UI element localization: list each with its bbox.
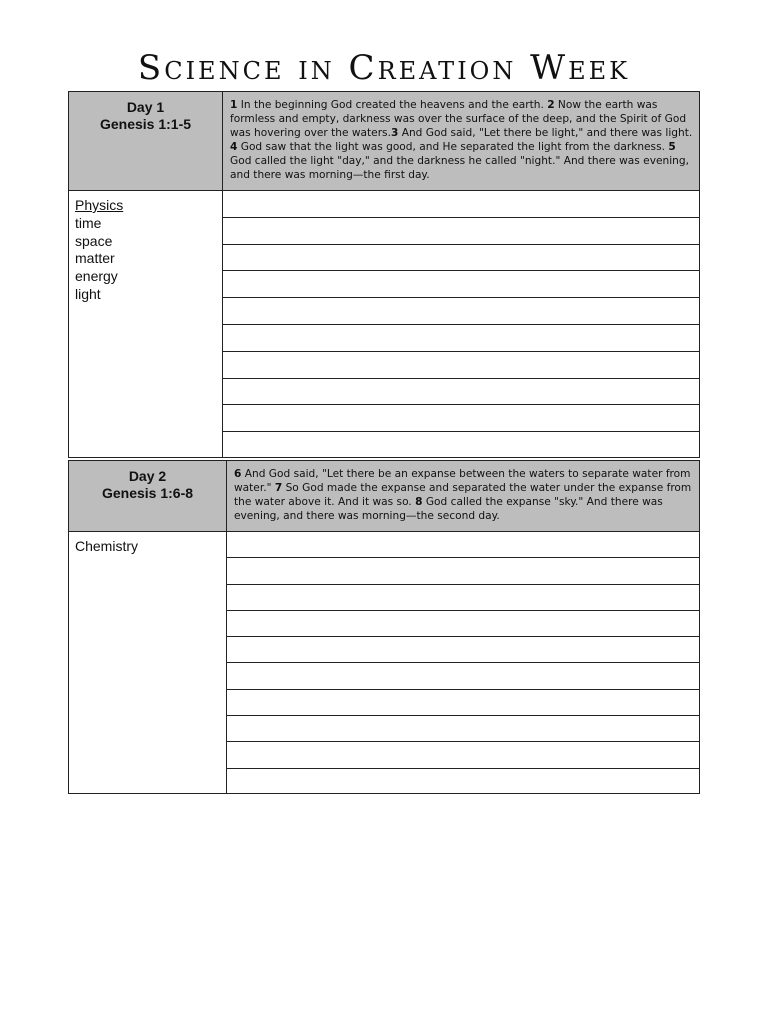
writing-line[interactable] xyxy=(223,298,699,325)
topic-item: matter xyxy=(75,250,115,267)
day-2-writing-lines xyxy=(227,532,699,794)
writing-line[interactable] xyxy=(227,690,699,716)
writing-line[interactable] xyxy=(227,558,699,584)
day-1-body xyxy=(69,191,699,458)
writing-line[interactable] xyxy=(227,742,699,768)
verse-number: 2 xyxy=(547,99,555,111)
verse-number: 1 xyxy=(230,99,238,111)
topic-item: energy xyxy=(75,268,118,285)
day-1-header xyxy=(69,92,699,191)
verse-text: God called the light "day," and the darkness he called "night." And there was evening, and there was morning—the first day. xyxy=(230,155,689,181)
writing-line[interactable] xyxy=(227,611,699,637)
day-1-topic-cell xyxy=(69,191,223,458)
writing-line[interactable] xyxy=(227,532,699,558)
verse-text: And God said, "Let there be an expanse between the waters to separate water from water." xyxy=(234,468,691,494)
writing-line[interactable] xyxy=(223,405,699,432)
page-title: Science in Creation Week xyxy=(137,48,631,88)
writing-line[interactable] xyxy=(223,325,699,352)
day-2-reference: Genesis 1:6-8 xyxy=(101,485,194,501)
topic-item: time xyxy=(75,214,102,231)
day-1-block xyxy=(68,91,700,458)
verse-number: 7 xyxy=(274,482,283,494)
day-2-verse-text xyxy=(227,461,699,531)
day-2-header xyxy=(69,461,699,532)
verse-text: And God said, "Let there be light," and there was light. xyxy=(398,127,693,139)
writing-line[interactable] xyxy=(227,637,699,663)
day-1-reference: Genesis 1:1-5 xyxy=(99,116,192,132)
day-2-topic-cell xyxy=(69,532,227,794)
day-1-label: Day 1 xyxy=(126,99,165,115)
writing-line[interactable] xyxy=(223,432,699,458)
writing-line[interactable] xyxy=(227,585,699,611)
verse-text: In the beginning God created the heavens and the earth. xyxy=(237,99,548,111)
writing-line[interactable] xyxy=(227,769,699,794)
verse-number: 5 xyxy=(668,141,676,153)
writing-line[interactable] xyxy=(223,379,699,406)
day-1-reference-cell xyxy=(69,92,223,190)
verse-number: 6 xyxy=(234,468,242,480)
verse-number: 3 xyxy=(390,127,399,139)
day-1-verse-text xyxy=(223,92,699,190)
writing-line[interactable] xyxy=(223,352,699,379)
writing-line[interactable] xyxy=(227,716,699,742)
topic-item: light xyxy=(75,285,101,302)
day-2-label: Day 2 xyxy=(128,468,167,484)
verse-text: God called the expanse "sky." And there was evening, and there was morning—the second day. xyxy=(234,496,663,522)
day-1-writing-lines xyxy=(223,191,699,458)
verse-number: 4 xyxy=(230,141,238,153)
topic-item: space xyxy=(75,232,113,249)
verse-text: Now the earth was formless and empty, darkness was over the surface of the deep, and the Spirit of God was hovering over the waters. xyxy=(230,99,687,139)
writing-line[interactable] xyxy=(227,663,699,689)
day-2-block xyxy=(68,460,700,794)
day-2-reference-cell xyxy=(69,461,227,531)
writing-line[interactable] xyxy=(223,245,699,272)
verse-text: So God made the expanse and separated the water under the expanse from the water above it. And it was so. xyxy=(234,482,692,508)
verse-text: God saw that the light was good, and He separated the light from the darkness. xyxy=(237,141,669,153)
day-2-topic-heading: Chemistry xyxy=(75,538,139,554)
writing-line[interactable] xyxy=(223,218,699,245)
day-2-body xyxy=(69,532,699,794)
writing-line[interactable] xyxy=(223,271,699,298)
day-1-topic-heading: Physics xyxy=(75,197,124,213)
writing-line[interactable] xyxy=(223,191,699,218)
verse-number: 8 xyxy=(415,496,423,508)
